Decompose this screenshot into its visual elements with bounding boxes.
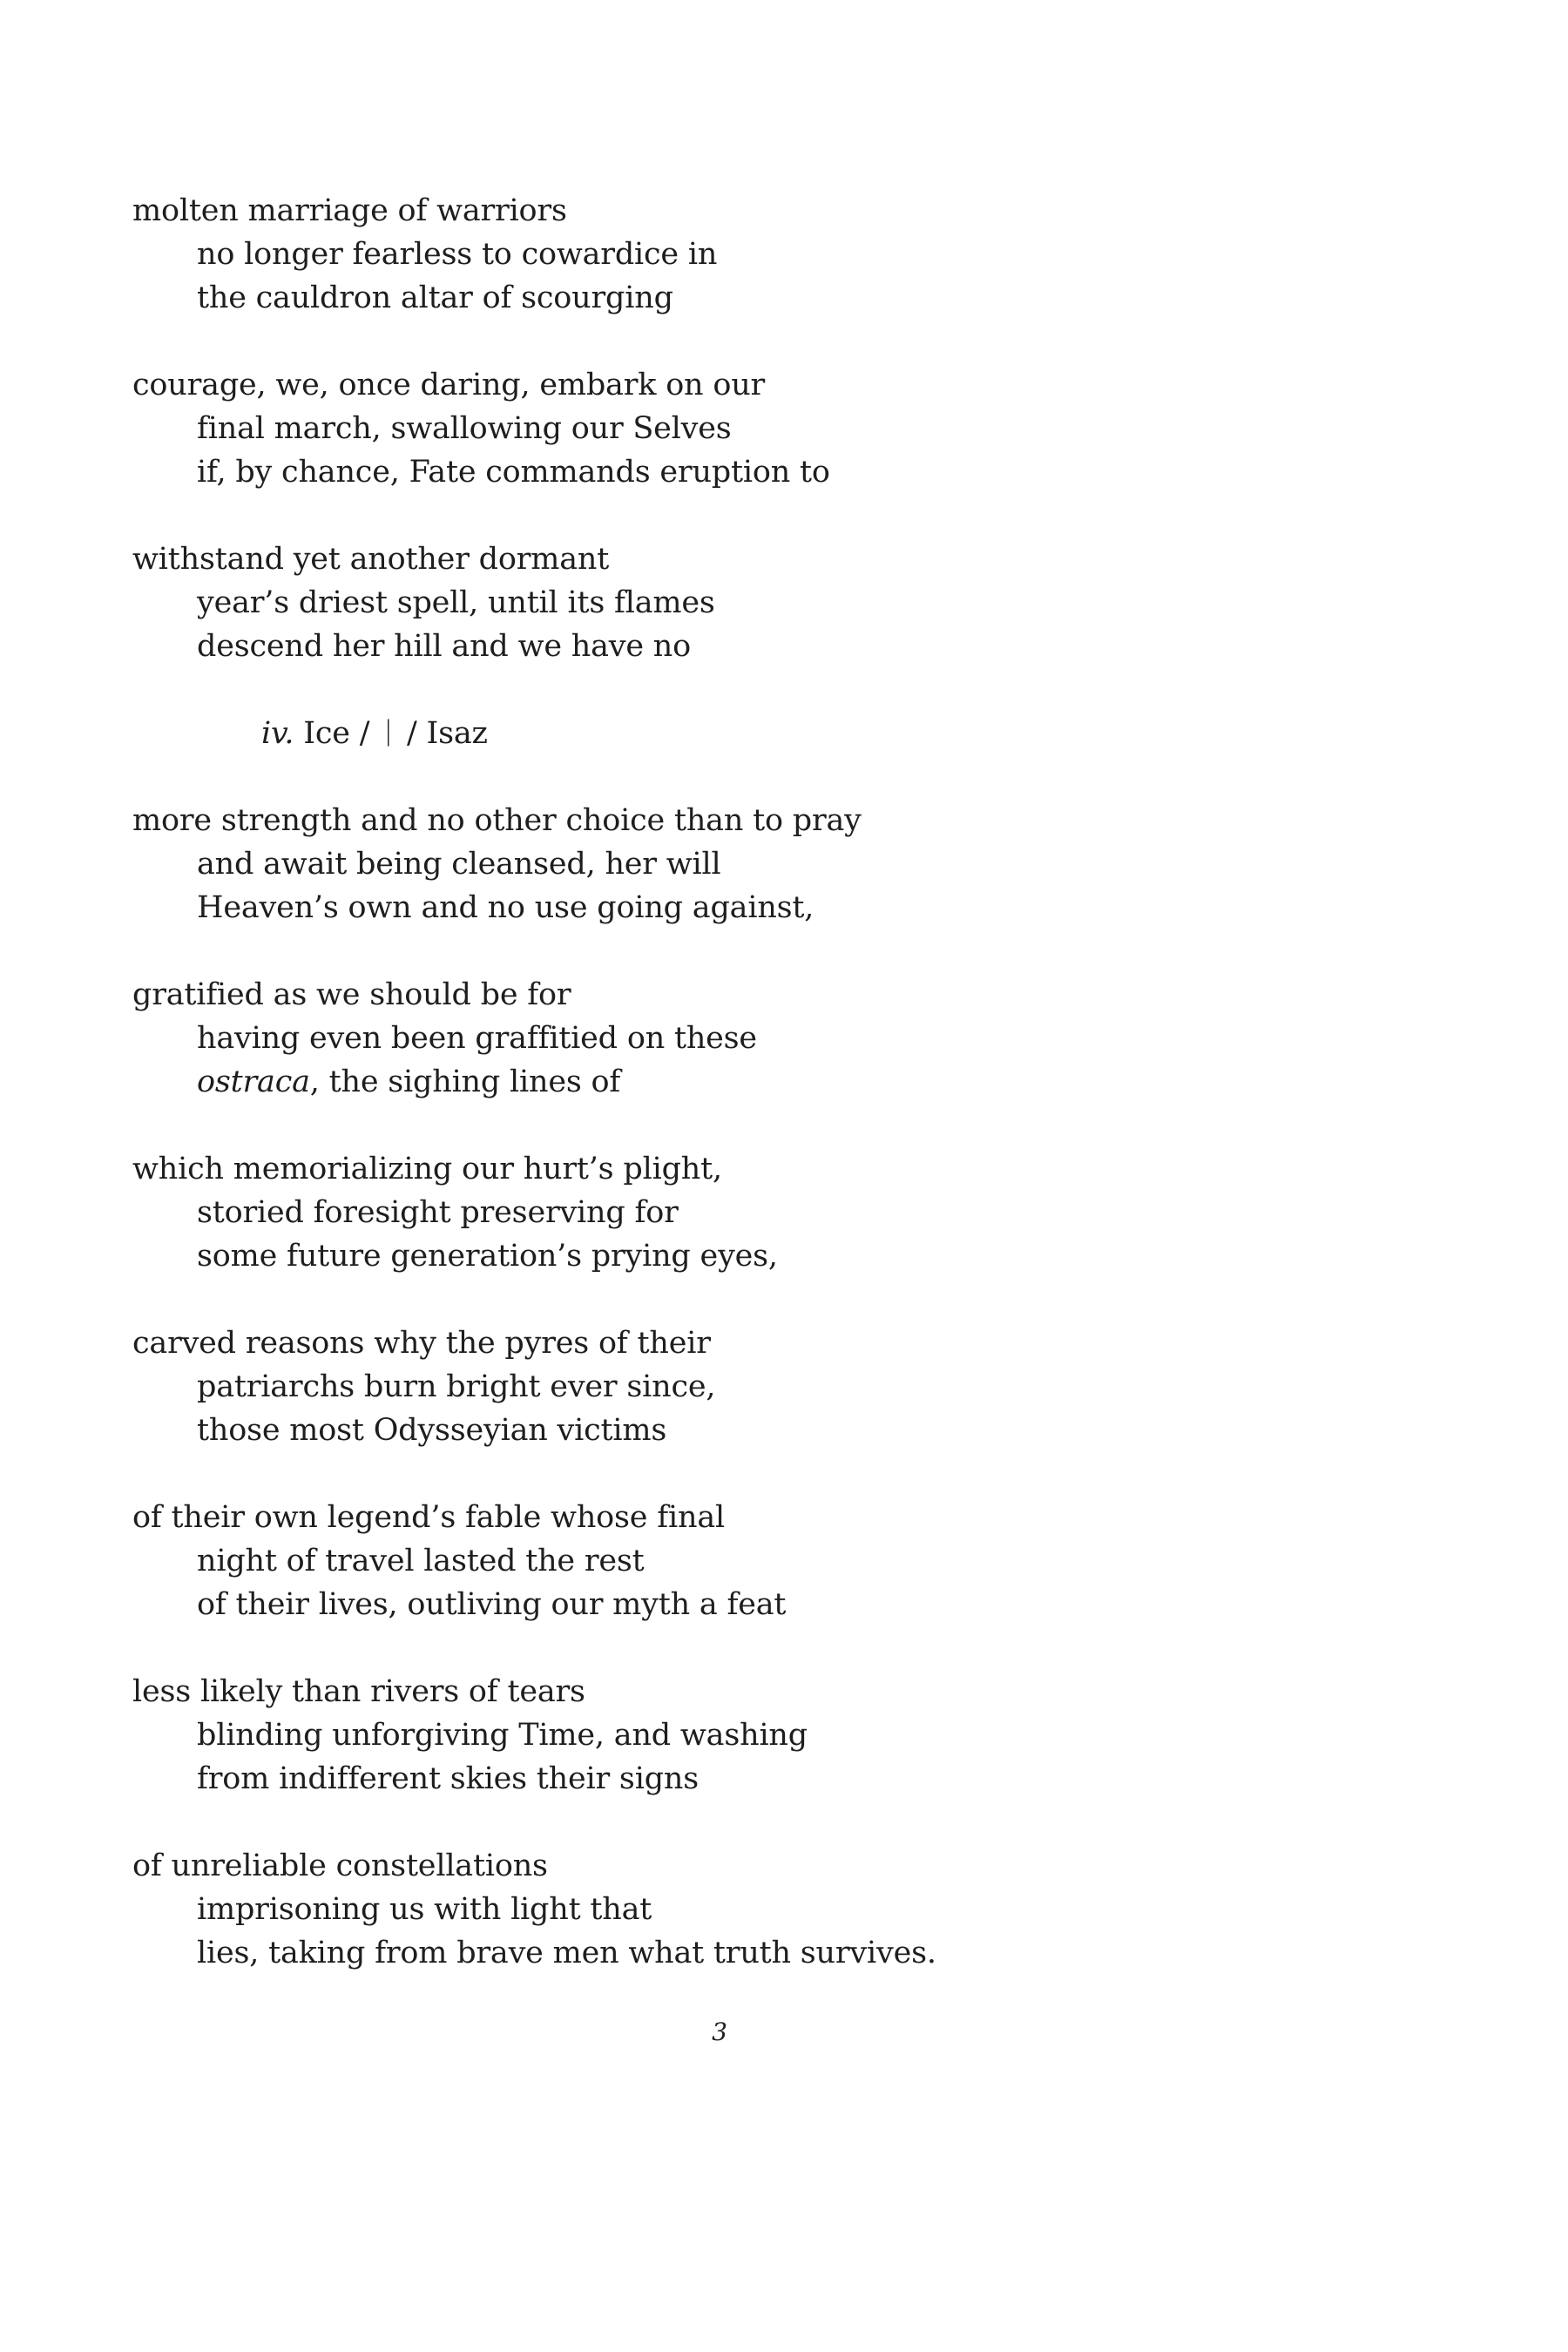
- poem-line: and await being cleansed, her will: [197, 847, 721, 882]
- stanza-10: [132, 1844, 1396, 1975]
- stanza-7: [132, 1321, 1396, 1452]
- poem-line: having even been graffitied on these: [197, 1021, 757, 1056]
- poem-line: some future generation’s prying eyes,: [197, 1239, 778, 1274]
- poem-line: imprisoning us with light that: [197, 1892, 652, 1927]
- poem-line: patriarchs burn bright ever since,: [197, 1369, 716, 1404]
- poem-line: blinding unforgiving Time, and washing: [197, 1718, 808, 1753]
- poem-line: carved reasons why the pyres of their: [132, 1326, 711, 1361]
- italic-word: ostraca: [197, 1064, 310, 1099]
- section-numeral: iv.: [261, 716, 294, 751]
- poem-line: gratified as we should be for: [132, 977, 571, 1012]
- poem-body: [132, 189, 1396, 2018]
- poem-line: lies, taking from brave men what truth survives.: [197, 1936, 936, 1970]
- poem-line: more strength and no other choice than to pray: [132, 803, 862, 838]
- stanza-5: [132, 973, 1396, 1104]
- stanza-9: [132, 1670, 1396, 1801]
- poem-line: those most Odysseyian victims: [197, 1413, 667, 1448]
- poem-line: of their lives, outliving our myth a feat: [197, 1587, 787, 1622]
- poem-line: final march, swallowing our Selves: [197, 411, 732, 446]
- poem-line: of unreliable constellations: [132, 1848, 548, 1883]
- poem-line: courage, we, once daring, embark on our: [132, 368, 766, 402]
- poem-line: withstand yet another dormant: [132, 542, 610, 577]
- section-heading: [132, 712, 1396, 755]
- stanza-6: [132, 1147, 1396, 1278]
- poem-line: Heaven’s own and no use going against,: [197, 890, 814, 925]
- poem-line: storied foresight preserving for: [197, 1195, 679, 1230]
- poem-line: year’s driest spell, until its flames: [197, 585, 715, 620]
- poem-line: no longer fearless to cowardice in: [197, 237, 718, 272]
- poem-line: if, by chance, Fate commands eruption to: [197, 455, 830, 490]
- page-number: 3: [712, 2017, 727, 2046]
- poem-line: the cauldron altar of scourging: [197, 280, 673, 315]
- stanza-8: [132, 1496, 1396, 1626]
- stanza-2: [132, 363, 1396, 494]
- poem-line: of their own legend’s fable whose final: [132, 1500, 725, 1535]
- poem-line: ostraca, the sighing lines of: [197, 1064, 621, 1099]
- stanza-4: [132, 799, 1396, 929]
- stanza-1: [132, 189, 1396, 320]
- poem-line: molten marriage of warriors: [132, 193, 567, 228]
- poem-line: night of travel lasted the rest: [197, 1544, 645, 1578]
- poem-line: which memorializing our hurt’s plight,: [132, 1152, 722, 1186]
- poem-line: from indifferent skies their signs: [197, 1761, 699, 1796]
- section-title: Ice / ᛁ / Isaz: [294, 716, 488, 751]
- poem-line: less likely than rivers of tears: [132, 1674, 585, 1709]
- stanza-3: [132, 537, 1396, 668]
- poem-line: descend her hill and we have no: [197, 629, 691, 664]
